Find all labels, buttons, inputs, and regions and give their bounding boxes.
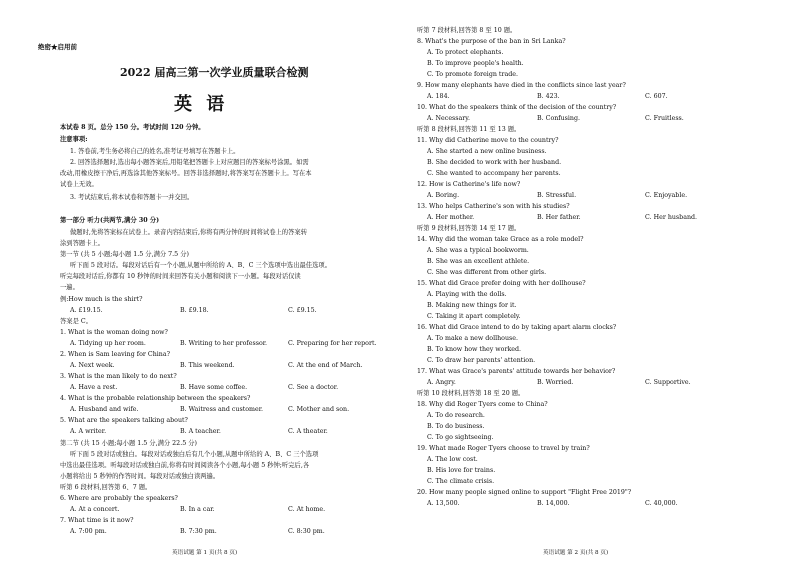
option: B. Her father. bbox=[537, 214, 581, 221]
option: B. She decided to work with her husband. bbox=[427, 159, 562, 166]
section2-intro: 中选出最佳选项。听每段对话或独白前,你将有时间阅读各个小题,每小题 5 秒钟;听完后,各 bbox=[60, 462, 310, 469]
option: A. She started a new online business. bbox=[427, 148, 547, 155]
option: B. £9.18. bbox=[180, 307, 209, 314]
option: B. To do business. bbox=[427, 423, 485, 430]
option: C. Taking it apart completely. bbox=[427, 313, 521, 320]
option: A. The low cost. bbox=[427, 456, 478, 463]
option: A. Angry. bbox=[427, 379, 456, 386]
option: C. Her husband. bbox=[645, 214, 698, 221]
option: B. In a car. bbox=[180, 506, 215, 513]
option: C. To draw her parents' attention. bbox=[427, 357, 536, 364]
question: 5. What are the speakers talking about? bbox=[60, 417, 188, 424]
option: A. Have a rest. bbox=[70, 384, 118, 391]
part1-intro: 做题时,先将答案标在试卷上。录音内容结束后,你将有两分钟的时间将试卷上的答案转 bbox=[70, 229, 307, 236]
option: A. £19.15. bbox=[70, 307, 103, 314]
question: 15. What did Grace prefer doing with her dollhouse? bbox=[417, 280, 586, 287]
question: 13. Who helps Catherine's son with his studies? bbox=[417, 203, 570, 210]
question: 11. Why did Catherine move to the country? bbox=[417, 137, 559, 144]
example-answer: 答案是 C。 bbox=[60, 318, 93, 325]
option: B. Waitress and customer. bbox=[180, 406, 264, 413]
notice-heading: 注意事项: bbox=[60, 136, 88, 143]
option: A. Tidying up her room. bbox=[70, 340, 146, 347]
notice-line: 1. 答卷前,考生务必将自己的姓名,准考证号填写在答题卡上。 bbox=[70, 148, 240, 155]
option: C. At home. bbox=[288, 506, 326, 513]
section1-heading: 第一节 (共 5 小题;每小题 1.5 分,满分 7.5 分) bbox=[60, 251, 189, 258]
option: A. A writer. bbox=[70, 428, 107, 435]
question: 4. What is the probable relationship between the speakers? bbox=[60, 395, 251, 402]
question: 19. What made Roger Tyers choose to travel by train? bbox=[417, 445, 590, 452]
part1-intro: 涂到答题卡上。 bbox=[60, 240, 105, 247]
option: C. 40,000. bbox=[645, 500, 678, 507]
material-label: 听第 8 段材料,回答第 11 至 13 题。 bbox=[417, 126, 521, 133]
option: B. 423. bbox=[537, 93, 560, 100]
notice-line: 2. 回答选择题时,选出每小题答案后,用铅笔把答题卡上对应题目的答案标号涂黑。如需 bbox=[70, 159, 309, 166]
option: A. To do research. bbox=[427, 412, 485, 419]
option: A. Necessary. bbox=[427, 115, 470, 122]
option: B. To know how they worked. bbox=[427, 346, 522, 353]
option: B. 14,000. bbox=[537, 500, 570, 507]
option: C. Enjoyable. bbox=[645, 192, 688, 199]
option: C. At the end of March. bbox=[288, 362, 363, 369]
material-label: 听第 7 段材料,回答第 8 至 10 题。 bbox=[417, 27, 517, 34]
option: A. To protect elephants. bbox=[427, 49, 504, 56]
question: 16. What did Grace intend to do by taking apart alarm clocks? bbox=[417, 324, 617, 331]
option: B. His love for trains. bbox=[427, 467, 496, 474]
notice-line: 改动,用橡皮擦干净后,再选涂其他答案标号。回答非选择题时,将答案写在答题卡上。写在本 bbox=[60, 170, 312, 177]
option: C. To go sightseeing. bbox=[427, 434, 494, 441]
option: C. To promote foreign trade. bbox=[427, 71, 518, 78]
option: A. To make a new dollhouse. bbox=[427, 335, 518, 342]
option: C. See a doctor. bbox=[288, 384, 339, 391]
notice-line: 试卷上无效。 bbox=[60, 181, 98, 188]
option: C. 8:30 pm. bbox=[288, 528, 325, 535]
option: C. Mother and son. bbox=[288, 406, 350, 413]
option: A. Her mother. bbox=[427, 214, 475, 221]
question: 10. What do the speakers think of the decision of the country? bbox=[417, 104, 617, 111]
question: 1. What is the woman doing now? bbox=[60, 329, 168, 336]
question: 6. Where are probably the speakers? bbox=[60, 495, 178, 502]
option: C. Fruitless. bbox=[645, 115, 684, 122]
section1-intro: 一遍。 bbox=[60, 284, 79, 291]
option: B. Confusing. bbox=[537, 115, 581, 122]
subject-title: 英 语 bbox=[174, 94, 229, 115]
material-label: 听第 10 段材料,回答第 18 至 20 题。 bbox=[417, 390, 525, 397]
question: 17. What was Grace's parents' attitude towards her behavior? bbox=[417, 368, 616, 375]
page-footer: 英语试题 第 2 页(共 8 页) bbox=[543, 550, 609, 556]
option: B. Have some coffee. bbox=[180, 384, 248, 391]
option: C. She was different from other girls. bbox=[427, 269, 547, 276]
option: C. Supportive. bbox=[645, 379, 691, 386]
option: C. A theater. bbox=[288, 428, 328, 435]
option: B. She was an excellent athlete. bbox=[427, 258, 530, 265]
option: A. 13,500. bbox=[427, 500, 460, 507]
material-label: 听第 9 段材料,回答第 14 至 17 题。 bbox=[417, 225, 521, 232]
option: C. The climate crisis. bbox=[427, 478, 495, 485]
notice-line: 3. 考试结束后,将本试卷和答题卡一并交回。 bbox=[70, 194, 194, 201]
section2-heading: 第二节 (共 15 小题;每小题 1.5 分,满分 22.5 分) bbox=[60, 440, 197, 447]
option: B. Worried. bbox=[537, 379, 574, 386]
option: A. Husband and wife. bbox=[70, 406, 139, 413]
question: 12. How is Catherine's life now? bbox=[417, 181, 521, 188]
question: 8. What's the purpose of the ban in Sri Lanka? bbox=[417, 38, 566, 45]
option: A. Next week. bbox=[70, 362, 115, 369]
option: C. £9.15. bbox=[288, 307, 317, 314]
question: 3. What is the man likely to do next? bbox=[60, 373, 177, 380]
exam-info: 本试卷 8 页。总分 150 分。考试时间 120 分钟。 bbox=[60, 124, 205, 131]
question: 14. Why did the woman take Grace as a role model? bbox=[417, 236, 584, 243]
option: A. Playing with the dolls. bbox=[427, 291, 507, 298]
option: B. This weekend. bbox=[180, 362, 235, 369]
material-label: 听第 6 段材料,回答第 6、7 题。 bbox=[60, 484, 152, 491]
option: A. She was a typical bookworm. bbox=[427, 247, 529, 254]
section1-intro: 听下面 5 段对话。每段对话后有一个小题,从题中所给的 A、B、C 三个选项中选出最佳选项。 bbox=[70, 262, 331, 269]
option: A. 7:00 pm. bbox=[70, 528, 107, 535]
option: C. 607. bbox=[645, 93, 668, 100]
section1-intro: 听完每段对话后,你都有 10 秒钟的时间来回答有关小题和阅读下一小题。每段对话仅读 bbox=[60, 273, 301, 280]
section2-intro: 听下面 5 段对话或独白。每段对话或独白后有几个小题,从题中所给的 A、B、C 三个选项 bbox=[70, 451, 319, 458]
option: A. Boring. bbox=[427, 192, 460, 199]
exam-title: 2022 届高三第一次学业质量联合检测 bbox=[120, 66, 309, 79]
question: 18. Why did Roger Tyers come to China? bbox=[417, 401, 548, 408]
question: 2. When is Sam leaving for China? bbox=[60, 351, 170, 358]
question: 9. How many elephants have died in the conflicts since last year? bbox=[417, 82, 626, 89]
option: B. A teacher. bbox=[180, 428, 221, 435]
option: C. Preparing for her report. bbox=[288, 340, 377, 347]
question: 7. What time is it now? bbox=[60, 517, 134, 524]
option: C. She wanted to accompany her parents. bbox=[427, 170, 561, 177]
option: A. 184. bbox=[427, 93, 450, 100]
secret-label: 绝密★启用前 bbox=[38, 43, 77, 51]
option: B. Writing to her professor. bbox=[180, 340, 268, 347]
option: B. To improve people's health. bbox=[427, 60, 524, 67]
part1-heading: 第一部分 听力(共两节,满分 30 分) bbox=[60, 217, 160, 224]
example-question: 例:How much is the shirt? bbox=[60, 296, 143, 303]
option: B. 7:30 pm. bbox=[180, 528, 217, 535]
option: B. Making new things for it. bbox=[427, 302, 517, 309]
option: A. At a concert. bbox=[70, 506, 120, 513]
option: B. Stressful. bbox=[537, 192, 577, 199]
question: 20. How many people signed online to support "Flight Free 2019"? bbox=[417, 489, 632, 496]
page-footer: 英语试题 第 1 页(共 8 页) bbox=[172, 550, 238, 556]
section2-intro: 小题将给出 5 秒钟的作答时间。每段对话或独白读两遍。 bbox=[60, 473, 220, 480]
